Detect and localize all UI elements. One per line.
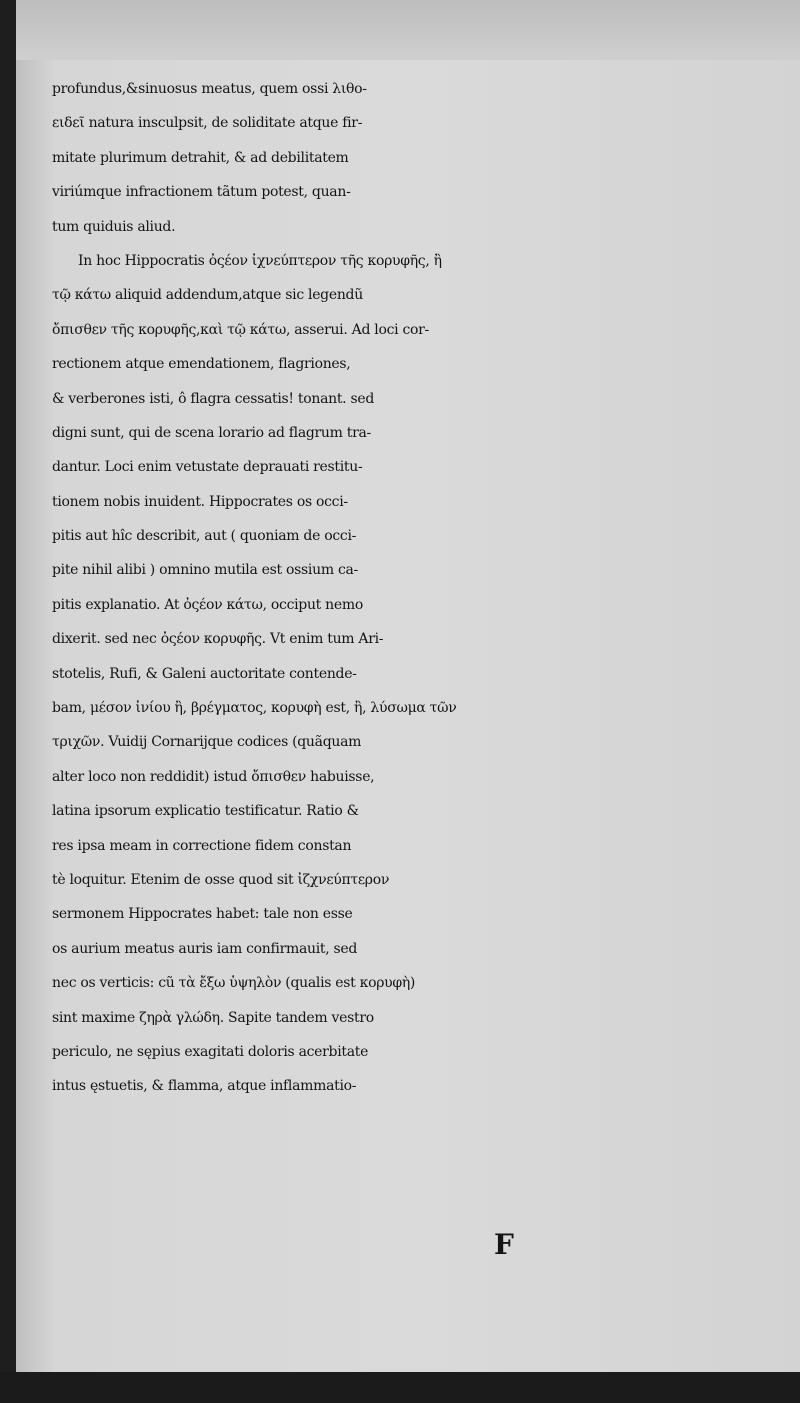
text-line: sint maxime ζηρὰ γλώδη. Sapite tandem vestro	[52, 1009, 374, 1026]
top-shadow	[16, 0, 800, 60]
text-line: & verberones isti, ô flagra cessatis! tonant. sed	[52, 390, 375, 407]
text-line: viriúmque infractionem tãtum potest, quan-	[52, 184, 351, 201]
text-line: profundus,&sinuosus meatus, quem ossi λιθο-	[52, 81, 367, 97]
text-line: dantur. Loci enim vetustate deprauati restitu-	[52, 459, 363, 476]
text-line: tè loquitur. Etenim de osse quod sit ἰζχνεύπτερον	[52, 871, 390, 888]
text-line: pitis aut hîc describit, aut ( quoniam de occi-	[52, 528, 357, 545]
text-line: tionem nobis inuident. Hippocrates os occi-	[52, 493, 348, 510]
text-line: alter loco non reddidit) istud ὄπισθεν habuisse,	[52, 768, 375, 785]
text-line: tum quiduis aliud.	[52, 218, 176, 235]
paragraph-start-line: In hoc Hippocratis ὀςέον ἰχνεύπτερον τῆς κορυφῆς, ἢ	[78, 252, 442, 269]
text-line: intus ęstuetis, & flamma, atque inflammatio-	[52, 1078, 357, 1095]
text-line: mitate plurimum detrahit, & ad debilitatem	[52, 149, 349, 166]
text-line: latina ipsorum explicatio testificatur. Ratio &	[52, 803, 359, 820]
scan-bottom-edge	[0, 1372, 800, 1403]
text-line: τριχῶν. Vuidij Cornarijque codices (quãquam	[52, 734, 362, 751]
text-line: ειδεῖ natura insculpsit, de soliditate atque fir-	[52, 115, 363, 132]
text-line: os aurium meatus auris iam confirmauit, sed	[52, 940, 358, 957]
text-line: pitis explanatio. At ὀςέον κάτω, occiput nemo	[52, 596, 363, 613]
text-line: rectionem atque emendationem, flagriones,	[52, 356, 351, 373]
text-line: nec os verticis: cũ τὰ ἔξω ὑψηλὸν (qualis est κορυφὴ)	[52, 975, 416, 992]
text-line: res ipsa meam in correctione fidem constan	[52, 837, 352, 854]
text-line: sermonem Hippocrates habet: tale non esse	[52, 906, 353, 923]
text-line: bam, μέσον ἰνίου ἢ, βρέγματος, κορυφὴ est, ἢ, λύσωμα τῶν	[52, 700, 457, 717]
text-line: stotelis, Rufi, & Galeni auctoritate contende-	[52, 665, 357, 682]
text-line: digni sunt, qui de scena lorario ad flagrum tra-	[52, 424, 371, 441]
binding-edge	[0, 0, 16, 1403]
text-line: pite nihil alibi ) omnino mutila est ossium ca-	[52, 562, 358, 579]
text-line: τῷ κάτω aliquid addendum,atque sic legendũ	[52, 287, 363, 304]
catchword-signature: F	[494, 1228, 514, 1261]
body-text	[52, 72, 632, 1104]
text-line: dixerit. sed nec ὀςέον κορυφῆς. Vt enim tum Ari-	[52, 631, 384, 648]
text-line: ὄπισθεν τῆς κορυφῆς,καὶ τῷ κάτω, asserui. Ad loci cor-	[52, 321, 429, 338]
text-line: periculo, ne sępius exagitati doloris acerbitate	[52, 1043, 369, 1060]
